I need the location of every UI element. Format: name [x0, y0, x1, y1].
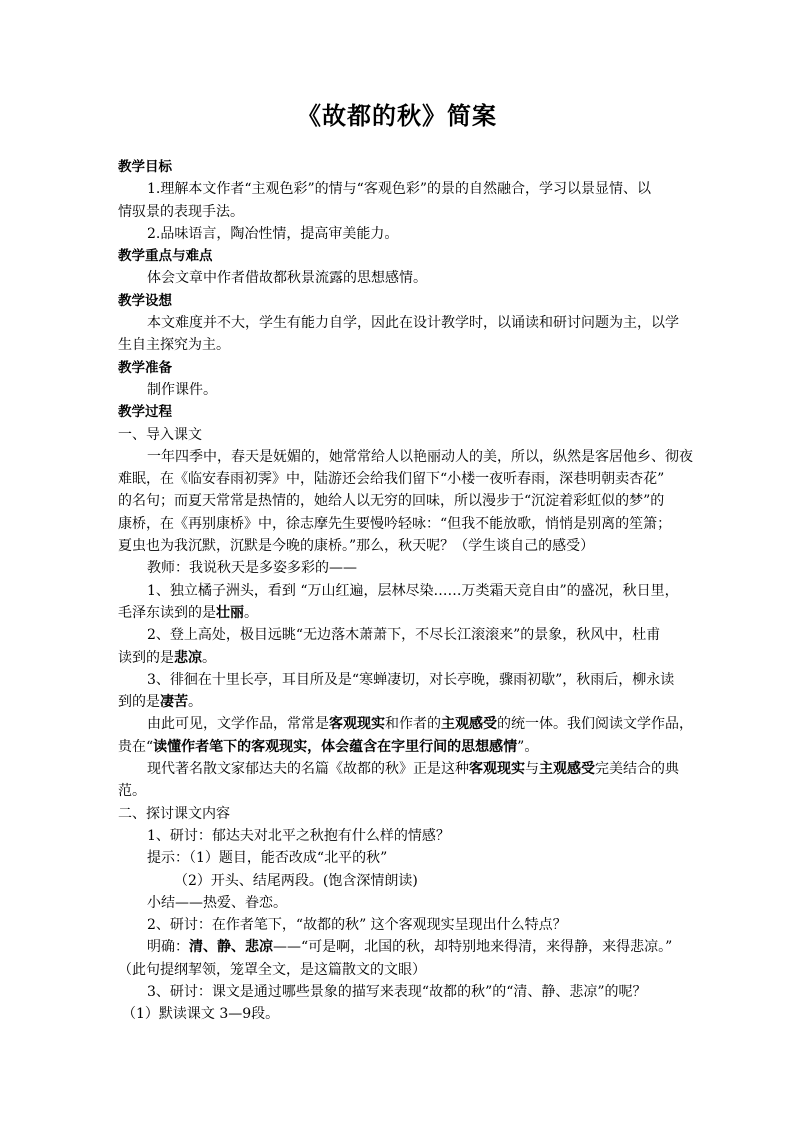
text-line — [118, 691, 678, 713]
section-heading — [118, 357, 678, 379]
text-segment: 贵在“ — [118, 738, 154, 755]
text-segment: 2、登上高处，极目远眺“无边落木萧萧下，不尽长江滚滚来”的景象，秋风中，杜甫 — [147, 627, 661, 644]
text-segment: 情驭景的表现手法。 — [118, 203, 244, 220]
text-segment: 本文难度并不大，学生有能力自学，因此在设计教学时，以诵读和研讨问题为主，以学 — [147, 315, 679, 332]
text-segment: 康桥，在《再别康桥》中，徐志摩先生要慢吟轻咏：“但我不能放歌，悄悄是别离的笙箫； — [118, 515, 672, 532]
text-line — [118, 580, 678, 602]
section-heading — [118, 401, 678, 423]
text-line — [118, 780, 678, 802]
text-line — [118, 223, 678, 245]
text-line — [118, 624, 678, 646]
text-segment: 教学设想 — [118, 292, 172, 309]
document-body — [118, 156, 693, 1026]
text-segment: 提示：（1）题目，能否改成“北平的秋” — [147, 850, 388, 867]
text-segment: 二、探讨课文内容 — [118, 805, 230, 822]
text-line — [118, 468, 678, 490]
text-segment: ”。 — [517, 738, 539, 755]
text-segment: （2）开头、结尾两段。(饱含深情朗读) — [174, 872, 418, 889]
section-heading — [118, 290, 678, 312]
text-segment: 3、徘徊在十里长亭，耳目所及是“寒蝉凄切，对长亭晚，骤雨初歇”，秋雨后，柳永读 — [147, 671, 675, 688]
bold-text: 悲凉 — [174, 649, 202, 666]
text-line — [118, 267, 678, 289]
text-line — [118, 825, 678, 847]
text-line — [118, 981, 678, 1003]
text-line — [118, 535, 678, 557]
text-line — [118, 758, 678, 780]
text-line — [118, 892, 678, 914]
bold-text: 读懂作者笔下的客观现实，体会蕴含在字里行间的思想感情 — [153, 738, 518, 755]
bold-text: 客观现实 — [469, 761, 525, 778]
text-segment: 一、导入课文 — [118, 426, 202, 443]
text-segment: 生自主探究为主。 — [118, 337, 230, 354]
bold-text: 主观感受 — [539, 761, 595, 778]
bold-text: 主观感受 — [441, 716, 497, 733]
bold-text: 壮丽 — [216, 604, 244, 621]
text-segment: 教师：我说秋天是多姿多彩的—— — [147, 560, 357, 577]
text-line — [118, 178, 678, 200]
text-segment: 。 — [202, 649, 216, 666]
text-segment: 1.理解本文作者“主观色彩”的情与“客观色彩”的景的自然融合，学习以景显情、以 — [147, 181, 651, 198]
section-heading — [118, 245, 678, 267]
text-segment: （1）默读课文 3—9段。 — [122, 1006, 280, 1023]
text-segment: 由此可见，文学作品，常常是 — [147, 716, 329, 733]
text-line — [118, 201, 678, 223]
text-segment: 的统一体。我们阅读文学作品， — [497, 716, 693, 733]
text-line — [118, 312, 678, 334]
text-segment: 范。 — [118, 783, 146, 800]
text-segment: 现代著名散文家郁达夫的名篇《故都的秋》正是这种 — [147, 761, 469, 778]
text-segment: 小结——热爱、眷恋。 — [147, 894, 287, 911]
text-segment: 1、独立橘子洲头，看到 “万山红遍，层林尽染……万类霜天竞自由”的盛况，秋日里， — [147, 582, 679, 599]
text-line — [118, 334, 678, 356]
text-line — [118, 490, 678, 512]
bold-text: 凄苦 — [160, 694, 188, 711]
text-line — [118, 602, 678, 624]
text-segment: 难眠，在《临安春雨初霁》中，陆游还会给我们留下“小楼一夜听春雨，深巷明朝卖杏花” — [118, 471, 665, 488]
page-title: 《故都的秋》简案 — [297, 101, 497, 130]
text-line — [118, 914, 678, 936]
text-line — [118, 424, 678, 446]
text-segment: 教学目标 — [118, 159, 172, 175]
text-segment: ——“可是啊，北国的秋，却特别地来得清，来得静，来得悲凉。” — [273, 939, 673, 956]
text-line — [118, 557, 678, 579]
text-line — [118, 870, 678, 892]
text-segment: （此句提纲挈领，笼罩全文，是这篇散文的文眼） — [118, 961, 426, 978]
text-segment: 。 — [188, 694, 202, 711]
text-segment: 与 — [525, 761, 539, 778]
text-segment: 和作者的 — [385, 716, 441, 733]
text-segment: 到的是 — [118, 694, 160, 711]
text-line — [118, 446, 693, 468]
text-line — [118, 713, 693, 735]
text-segment: 完美结合的典 — [595, 761, 679, 778]
text-segment: 教学准备 — [118, 359, 172, 376]
text-line — [118, 669, 678, 691]
text-segment: 2、研讨：在作者笔下，“故都的秋” 这个客观现实呈现出什么特点？ — [147, 917, 567, 934]
text-line — [118, 647, 678, 669]
text-segment: 1、研讨：郁达夫对北平之秋抱有什么样的情感？ — [147, 827, 450, 844]
text-segment: 体会文章中作者借故都秋景流露的思想感情。 — [147, 270, 427, 287]
text-line — [118, 513, 678, 535]
text-line — [118, 936, 678, 958]
text-line — [118, 736, 678, 758]
text-segment: 教学过程 — [118, 404, 172, 421]
section-heading — [118, 156, 678, 178]
text-segment: 3、研讨：课文是通过哪些景象的描写来表现“故都的秋”的“清、静、悲凉”的呢？ — [147, 983, 647, 1000]
text-segment: 明确： — [147, 939, 189, 956]
text-line — [118, 959, 678, 981]
text-line — [118, 803, 678, 825]
text-line — [118, 1003, 678, 1025]
text-segment: 一年四季中，春天是妩媚的，她常常给人以艳丽动人的美，所以，纵然是客居他乡、彻夜 — [147, 448, 693, 465]
text-segment: 毛泽东读到的是 — [118, 604, 216, 621]
text-segment: 。 — [244, 604, 258, 621]
bold-text: 清、静、悲凉 — [189, 939, 273, 956]
text-segment: 教学重点与难点 — [118, 248, 213, 265]
text-segment: 的名句；而夏天常常是热情的，她给人以无穷的回味，所以漫步于“沉淀着彩虹似的梦”的 — [118, 493, 665, 510]
text-segment: 制作课件。 — [147, 381, 217, 398]
text-segment: 夏虫也为我沉默，沉默是今晚的康桥。”那么，秋天呢？（学生谈自己的感受） — [118, 538, 595, 555]
text-segment: 2.品味语言，陶冶性情，提高审美能力。 — [147, 225, 399, 242]
text-segment: 读到的是 — [118, 649, 174, 666]
text-line — [118, 847, 678, 869]
text-line — [118, 379, 678, 401]
bold-text: 客观现实 — [329, 716, 385, 733]
